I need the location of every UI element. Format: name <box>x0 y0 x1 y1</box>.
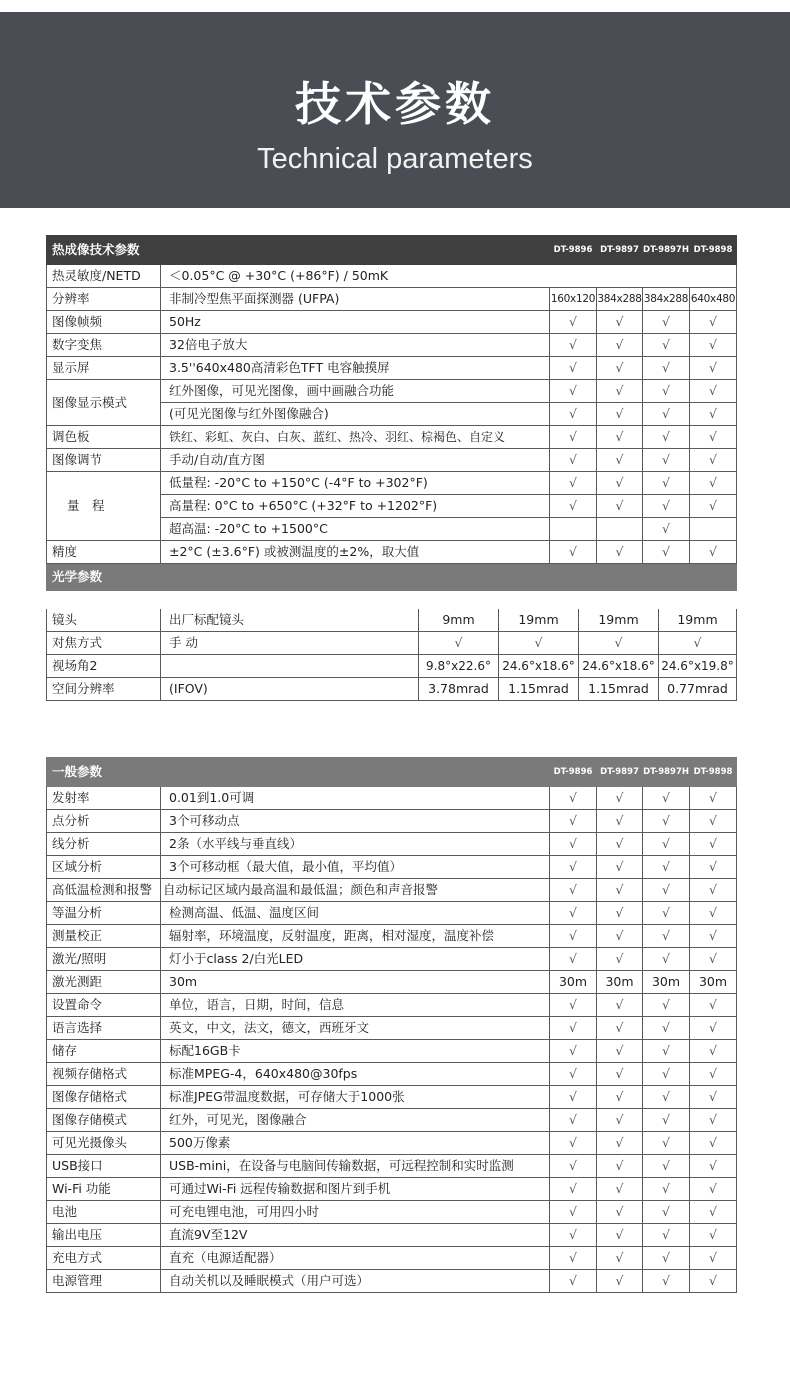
check-mark: √ <box>643 380 690 403</box>
check-mark: √ <box>550 426 597 449</box>
table-row <box>47 265 737 288</box>
model-cell: 1.15mrad <box>499 678 579 701</box>
check-mark: √ <box>550 879 597 902</box>
row-value: 手动/自动/直方图 <box>161 449 550 472</box>
row-label: 激光测距 <box>47 971 161 994</box>
row-value: 500万像素 <box>161 1132 550 1155</box>
check-mark: √ <box>550 1270 597 1293</box>
row-value: USB-mini，在设备与电脑间传输数据，可远程控制和实时监测 <box>161 1155 550 1178</box>
model-cell: 1.15mrad <box>579 678 659 701</box>
row-label: 显示屏 <box>47 357 161 380</box>
check-mark: √ <box>597 541 643 564</box>
check-mark: √ <box>690 380 737 403</box>
check-mark: √ <box>643 1155 690 1178</box>
check-mark: √ <box>597 1201 643 1224</box>
check-mark: √ <box>690 1178 737 1201</box>
row-value: 标配16GB卡 <box>161 1040 550 1063</box>
check-mark: √ <box>597 856 643 879</box>
optical-spec-table <box>46 609 737 701</box>
row-label: 量 程 <box>47 472 161 541</box>
row-value: 单位，语言，日期，时间，信息 <box>161 994 550 1017</box>
check-mark: √ <box>550 1017 597 1040</box>
model-header: DT-9896 <box>550 758 597 787</box>
check-mark: √ <box>643 1017 690 1040</box>
check-mark: √ <box>597 1086 643 1109</box>
table-row <box>47 833 737 856</box>
page-subtitle: Technical parameters <box>257 143 533 175</box>
row-value: 3.5''640x480高清彩色TFT 电容触摸屏 <box>161 357 550 380</box>
row-value: 2条（水平线与垂直线） <box>161 833 550 856</box>
table-row <box>47 1270 737 1293</box>
check-mark: √ <box>690 1247 737 1270</box>
page-title: 技术参数 <box>295 77 495 131</box>
check-mark: √ <box>597 1109 643 1132</box>
row-label: 热灵敏度/NETD <box>47 265 161 288</box>
row-label: 发射率 <box>47 787 161 810</box>
check-mark: √ <box>550 311 597 334</box>
table-row <box>47 1155 737 1178</box>
table-row <box>47 334 737 357</box>
table-row <box>47 380 737 403</box>
row-value: ＜0.05°C @ +30°C (+86°F) / 50mK <box>161 265 737 288</box>
model-header: DT-9897H <box>643 236 690 265</box>
check-mark: √ <box>690 902 737 925</box>
row-label: 输出电压 <box>47 1224 161 1247</box>
check-mark: √ <box>659 632 737 655</box>
model-header: DT-9897 <box>597 758 643 787</box>
check-mark: √ <box>690 810 737 833</box>
row-label: 调色板 <box>47 426 161 449</box>
check-mark: √ <box>643 1109 690 1132</box>
check-mark: √ <box>550 1178 597 1201</box>
model-cell: 640x480 <box>690 288 737 311</box>
check-mark: √ <box>643 1040 690 1063</box>
table-row <box>47 925 737 948</box>
check-mark: √ <box>597 1178 643 1201</box>
check-mark: √ <box>597 334 643 357</box>
table-row <box>47 1247 737 1270</box>
model-cell: 9.8°x22.6° <box>419 655 499 678</box>
check-mark: √ <box>550 1201 597 1224</box>
row-label: 图像存储格式 <box>47 1086 161 1109</box>
check-mark: √ <box>597 472 643 495</box>
row-label: 视场角2 <box>47 655 161 678</box>
table-row <box>47 678 737 701</box>
check-mark: √ <box>550 495 597 518</box>
check-mark: √ <box>690 1063 737 1086</box>
row-value: 出厂标配镜头 <box>161 609 419 632</box>
check-mark: √ <box>550 334 597 357</box>
model-cell: 24.6°x18.6° <box>499 655 579 678</box>
row-value: 英文，中文，法文，德文，西班牙文 <box>161 1017 550 1040</box>
row-value: 0.01到1.0可调 <box>161 787 550 810</box>
table-row <box>47 1017 737 1040</box>
table-row <box>47 1109 737 1132</box>
check-mark: √ <box>643 787 690 810</box>
check-mark: √ <box>550 1086 597 1109</box>
check-mark: √ <box>643 449 690 472</box>
model-cell: 19mm <box>579 609 659 632</box>
model-header: DT-9898 <box>690 758 737 787</box>
row-value: 辐射率，环境温度，反射温度，距离，相对湿度，温度补偿 <box>161 925 550 948</box>
check-mark: √ <box>643 311 690 334</box>
check-mark: √ <box>643 994 690 1017</box>
header-banner <box>0 12 790 208</box>
check-mark: √ <box>643 426 690 449</box>
table-row <box>47 787 737 810</box>
row-label: 点分析 <box>47 810 161 833</box>
check-mark: √ <box>643 925 690 948</box>
row-value: 可通过Wi-Fi 远程传输数据和图片到手机 <box>161 1178 550 1201</box>
model-cell: 3.78mrad <box>419 678 499 701</box>
check-mark: √ <box>643 902 690 925</box>
row-value: 非制冷型焦平面探测器 (UFPA) <box>161 288 550 311</box>
row-label: 图像调节 <box>47 449 161 472</box>
check-mark: √ <box>690 472 737 495</box>
row-label: 数字变焦 <box>47 334 161 357</box>
check-mark: √ <box>550 925 597 948</box>
check-mark: √ <box>690 1132 737 1155</box>
model-cell: 0.77mrad <box>659 678 737 701</box>
check-mark: √ <box>690 1201 737 1224</box>
check-mark: √ <box>419 632 499 655</box>
check-mark: √ <box>597 311 643 334</box>
check-mark: √ <box>597 1017 643 1040</box>
optical-header-row <box>47 564 737 591</box>
check-mark: √ <box>690 357 737 380</box>
check-mark: √ <box>690 495 737 518</box>
check-mark: √ <box>690 1224 737 1247</box>
check-mark: √ <box>597 1247 643 1270</box>
row-value: 标准JPEG带温度数据，可存储大于1000张 <box>161 1086 550 1109</box>
general-section-title: 一般参数 <box>47 758 550 787</box>
model-cell: 24.6°x19.8° <box>659 655 737 678</box>
check-mark: √ <box>643 357 690 380</box>
check-mark: √ <box>690 541 737 564</box>
check-mark: √ <box>550 1040 597 1063</box>
row-value: 自动关机以及睡眠模式（用户可选） <box>161 1270 550 1293</box>
check-mark: √ <box>550 1224 597 1247</box>
row-value: 直流9V至12V <box>161 1224 550 1247</box>
check-mark: √ <box>643 1270 690 1293</box>
check-mark: √ <box>597 449 643 472</box>
model-cell: 30m <box>550 971 597 994</box>
check-mark: √ <box>499 632 579 655</box>
optical-section-title: 光学参数 <box>47 564 737 591</box>
model-header: DT-9897H <box>643 758 690 787</box>
check-mark: √ <box>690 994 737 1017</box>
model-header: DT-9896 <box>550 236 597 265</box>
check-mark: √ <box>690 334 737 357</box>
check-mark: √ <box>597 1155 643 1178</box>
check-mark: √ <box>690 1086 737 1109</box>
check-mark: √ <box>597 810 643 833</box>
row-label: 图像显示模式 <box>47 380 161 426</box>
check-mark: √ <box>643 495 690 518</box>
row-value <box>161 655 419 678</box>
check-mark: √ <box>643 810 690 833</box>
row-value: 50Hz <box>161 311 550 334</box>
check-mark: √ <box>550 1109 597 1132</box>
check-mark: √ <box>690 856 737 879</box>
check-mark: √ <box>597 948 643 971</box>
model-cell: 30m <box>643 971 690 994</box>
general-header-row <box>47 758 737 787</box>
row-label: 高低温检测和报警 <box>47 879 161 902</box>
row-label: 线分析 <box>47 833 161 856</box>
check-mark: √ <box>597 380 643 403</box>
row-value: 可充电锂电池，可用四小时 <box>161 1201 550 1224</box>
check-mark: √ <box>597 902 643 925</box>
thermal-section-title: 热成像技术参数 <box>47 236 550 265</box>
row-value: 灯小于class 2/白光LED <box>161 948 550 971</box>
table-row <box>47 1063 737 1086</box>
table-row <box>47 1178 737 1201</box>
row-label: 对焦方式 <box>47 632 161 655</box>
row-label: 测量校正 <box>47 925 161 948</box>
check-mark: √ <box>643 833 690 856</box>
row-label: 充电方式 <box>47 1247 161 1270</box>
row-label: Wi-Fi 功能 <box>47 1178 161 1201</box>
check-mark: √ <box>643 403 690 426</box>
thermal-spec-table <box>46 235 737 591</box>
table-row <box>47 1224 737 1247</box>
check-mark: √ <box>690 1155 737 1178</box>
table-row <box>47 357 737 380</box>
table-row <box>47 632 737 655</box>
check-mark: √ <box>597 403 643 426</box>
check-mark: √ <box>550 449 597 472</box>
check-mark: √ <box>690 925 737 948</box>
model-cell: 19mm <box>499 609 579 632</box>
row-label: 精度 <box>47 541 161 564</box>
check-mark: √ <box>643 1063 690 1086</box>
check-mark: √ <box>690 1040 737 1063</box>
row-label: 电源管理 <box>47 1270 161 1293</box>
check-mark: √ <box>643 1086 690 1109</box>
row-value: 检测高温、低温、温度区间 <box>161 902 550 925</box>
row-value: 低量程: -20°C to +150°C (-4°F to +302°F) <box>161 472 550 495</box>
row-label: USB接口 <box>47 1155 161 1178</box>
row-label: 电池 <box>47 1201 161 1224</box>
row-value: 超高温: -20°C to +1500°C <box>161 518 550 541</box>
table-row <box>47 948 737 971</box>
check-mark: √ <box>643 948 690 971</box>
row-value: 32倍电子放大 <box>161 334 550 357</box>
check-mark: √ <box>550 856 597 879</box>
check-mark: √ <box>690 879 737 902</box>
table-row <box>47 426 737 449</box>
check-mark: √ <box>550 948 597 971</box>
check-mark: √ <box>597 879 643 902</box>
row-value: 手 动 <box>161 632 419 655</box>
check-mark: √ <box>579 632 659 655</box>
table-row <box>47 879 737 902</box>
table-row <box>47 288 737 311</box>
table-row <box>47 541 737 564</box>
check-mark: √ <box>690 1017 737 1040</box>
row-label: 可见光摄像头 <box>47 1132 161 1155</box>
table-row <box>47 472 737 495</box>
check-mark: √ <box>643 879 690 902</box>
check-mark: √ <box>550 541 597 564</box>
row-value: 高量程: 0°C to +650°C (+32°F to +1202°F) <box>161 495 550 518</box>
model-cell: 9mm <box>419 609 499 632</box>
check-mark: √ <box>597 1270 643 1293</box>
check-mark: √ <box>643 856 690 879</box>
row-label: 镜头 <box>47 609 161 632</box>
row-label: 激光/照明 <box>47 948 161 971</box>
check-mark: √ <box>643 1132 690 1155</box>
table-row <box>47 1132 737 1155</box>
check-mark: √ <box>690 833 737 856</box>
row-value: 红外，可见光，图像融合 <box>161 1109 550 1132</box>
table-row <box>47 1086 737 1109</box>
check-mark: √ <box>597 495 643 518</box>
row-value: ±2°C (±3.6°F) 或被测温度的±2%，取大值 <box>161 541 550 564</box>
check-mark: √ <box>690 311 737 334</box>
check-mark: √ <box>550 1155 597 1178</box>
check-mark: √ <box>550 1132 597 1155</box>
row-label: 设置命令 <box>47 994 161 1017</box>
check-mark: √ <box>550 1247 597 1270</box>
check-mark: √ <box>643 472 690 495</box>
model-cell: 30m <box>597 971 643 994</box>
check-mark: √ <box>597 925 643 948</box>
check-mark: √ <box>597 787 643 810</box>
row-label: 视频存储格式 <box>47 1063 161 1086</box>
check-mark: √ <box>550 472 597 495</box>
row-label: 图像存储模式 <box>47 1109 161 1132</box>
table-row <box>47 449 737 472</box>
check-mark: √ <box>597 426 643 449</box>
check-mark: √ <box>597 994 643 1017</box>
row-label: 区域分析 <box>47 856 161 879</box>
table-row <box>47 856 737 879</box>
check-mark: √ <box>643 1224 690 1247</box>
row-label: 分辨率 <box>47 288 161 311</box>
check-mark: √ <box>597 357 643 380</box>
row-value: 铁红、彩虹、灰白、白灰、蓝红、热冷、羽红、棕褐色、自定义 <box>161 426 550 449</box>
check-mark: √ <box>550 833 597 856</box>
check-mark: √ <box>550 994 597 1017</box>
check-mark: √ <box>643 541 690 564</box>
check-mark: √ <box>690 1109 737 1132</box>
check-mark: √ <box>643 1178 690 1201</box>
row-value: 30m <box>161 971 550 994</box>
row-value: 红外图像，可见光图像，画中画融合功能 <box>161 380 550 403</box>
table-row <box>47 994 737 1017</box>
model-cell: 384x288 <box>643 288 690 311</box>
check-mark: √ <box>597 833 643 856</box>
row-value: 3个可移动框（最大值，最小值，平均值） <box>161 856 550 879</box>
check-mark: √ <box>643 1247 690 1270</box>
check-mark: √ <box>550 357 597 380</box>
check-mark: √ <box>597 1063 643 1086</box>
check-mark: √ <box>550 810 597 833</box>
row-value: 直充（电源适配器） <box>161 1247 550 1270</box>
check-mark: √ <box>597 1040 643 1063</box>
model-cell: 160x120 <box>550 288 597 311</box>
row-value: 3个可移动点 <box>161 810 550 833</box>
model-cell: 30m <box>690 971 737 994</box>
row-value: (可见光图像与红外图像融合) <box>161 403 550 426</box>
check-mark: √ <box>643 334 690 357</box>
row-value: (IFOV) <box>161 678 419 701</box>
check-mark: √ <box>690 948 737 971</box>
general-spec-table <box>46 757 737 1293</box>
row-label: 语言选择 <box>47 1017 161 1040</box>
table-row <box>47 1040 737 1063</box>
check-mark: √ <box>643 1201 690 1224</box>
check-mark: √ <box>550 380 597 403</box>
table-row <box>47 810 737 833</box>
model-cell: 384x288 <box>597 288 643 311</box>
table-row <box>47 902 737 925</box>
check-mark: √ <box>550 1063 597 1086</box>
check-mark: √ <box>550 902 597 925</box>
table-row <box>47 609 737 632</box>
check-mark: √ <box>550 787 597 810</box>
check-mark: √ <box>550 403 597 426</box>
check-mark: √ <box>597 1224 643 1247</box>
model-header: DT-9897 <box>597 236 643 265</box>
row-label: 储存 <box>47 1040 161 1063</box>
row-label: 等温分析 <box>47 902 161 925</box>
check-mark: √ <box>690 787 737 810</box>
row-value: 自动标记区域内最高温和最低温；颜色和声音报警 <box>161 879 550 902</box>
check-mark: √ <box>690 426 737 449</box>
table-row <box>47 655 737 678</box>
table-row <box>47 971 737 994</box>
thermal-header-row <box>47 236 737 265</box>
model-header: DT-9898 <box>690 236 737 265</box>
model-cell: 19mm <box>659 609 737 632</box>
row-label: 图像帧频 <box>47 311 161 334</box>
row-value: 标准MPEG-4，640x480@30fps <box>161 1063 550 1086</box>
check-mark: √ <box>690 1270 737 1293</box>
model-cell: 24.6°x18.6° <box>579 655 659 678</box>
check-mark: √ <box>690 449 737 472</box>
check-mark: √ <box>690 403 737 426</box>
table-row <box>47 311 737 334</box>
row-label: 空间分辨率 <box>47 678 161 701</box>
check-mark: √ <box>597 1132 643 1155</box>
check-mark: √ <box>643 518 690 541</box>
table-row <box>47 1201 737 1224</box>
